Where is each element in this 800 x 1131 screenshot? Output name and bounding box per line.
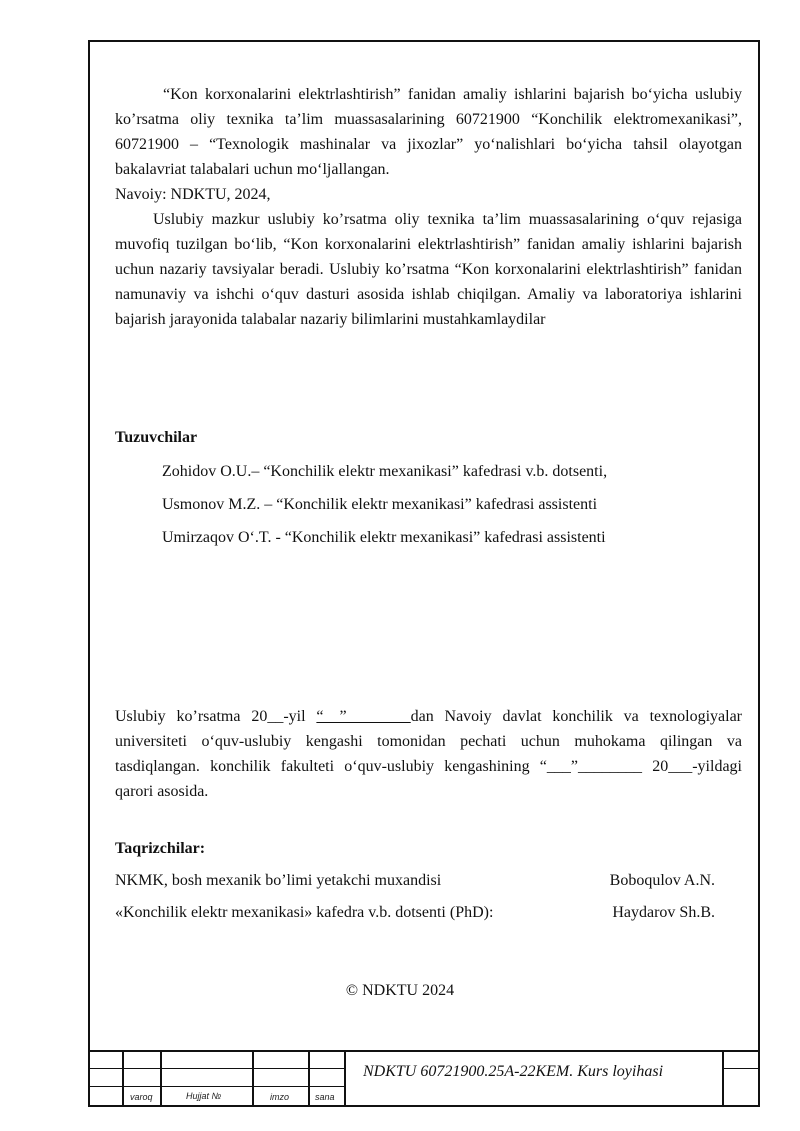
title-block xyxy=(88,1050,760,1107)
stamp-label-date: sana xyxy=(315,1092,335,1102)
authors-list xyxy=(162,458,607,557)
author-line: Umirzaqov O‘.T. - “Konchilik elektr mexanikasi” kafedrasi assistenti xyxy=(162,529,606,546)
reviewer-row xyxy=(115,868,715,894)
approval-part-1: Uslubiy ko’rsatma 20__-yil xyxy=(115,708,306,725)
reviewer-row xyxy=(115,900,715,926)
reviewers-heading: Taqrizchilar: xyxy=(115,840,206,857)
stamp-label-sheet: varoq xyxy=(130,1092,153,1102)
intro-paragraph-1-text: “Kon korxonalarini elektrlashtirish” fanidan amaliy ishlarini bajarish bo‘yicha uslubiy ko’rsatma oliy texnika ta’lim muassasalarining 60721900 “Konchilik elektromexanikasi”, 60721900 – “Texnologik mashinalar va jixozlar” yo‘nalishlari bo‘yicha tahsil olayotgan bakalavriat talabalari uchun mo‘ljallangan. xyxy=(115,86,742,178)
stamp-label-signature: imzo xyxy=(270,1092,290,1102)
intro-paragraph-1 xyxy=(115,82,742,207)
intro-paragraph-2: Uslubiy mazkur uslubiy ko’rsatma oliy texnika ta’lim muassasalarining o‘quv rejasiga muvofiq tuzilgan bo‘lib, “Kon korxonalarini elektrlashtirish” fanidan amaliy ishlarini bajarish uchun nazariy tavsiyalar beradi. Uslubiy ko’rsatma “Kon korxonalarini elektrlashtirish” fanidan namunaviy va ishchi o‘quv dasturi asosida ishlab chiqilgan. Amaliy va laboratoriya ishlarini bajarish jarayonida talabalar nazariy bilimlarini mustahkamlaydilar xyxy=(115,211,742,328)
approval-part-2: dan Navoiy davlat konchilik va texnologiyalar universiteti o‘quv-uslubiy kengashi tomonidan pechati uchun muhokama qilingan va tasdiqlangan. konchilik fakulteti o‘quv-uslubiy kengashining “___”________ 20___-yildagi qarori asosida. xyxy=(115,708,743,800)
author-line: Usmonov M.Z. – “Konchilik elektr mexanikasi” kafedrasi assistenti xyxy=(162,496,598,513)
stamp-label-document: Hujjat № xyxy=(186,1091,222,1101)
approval-paragraph xyxy=(115,704,742,804)
reviewer-name: Haydarov Sh.B. xyxy=(612,904,715,921)
intro-text xyxy=(115,82,742,332)
reviewer-position: NKMK, bosh mexanik bo’limi yetakchi muxandisi xyxy=(115,872,442,889)
copyright: © NDKTU 2024 xyxy=(345,982,455,999)
approval-date-blank: “__”________ xyxy=(316,708,411,725)
reviewer-name: Boboqulov A.N. xyxy=(609,872,715,889)
author-line: Zohidov O.U.– “Konchilik elektr mexanikasi” kafedrasi v.b. dotsenti, xyxy=(162,463,608,480)
stamp-title: NDKTU 60721900.25A-22KEM. Kurs loyihasi xyxy=(363,1063,664,1080)
reviewer-position: «Konchilik elektr mexanikasi» kafedra v.b. dotsenti (PhD): xyxy=(115,904,494,921)
approval-text xyxy=(115,704,742,804)
authors-heading: Tuzuvchilar xyxy=(115,429,198,446)
intro-publisher: Navoiy: NDKTU, 2024, xyxy=(115,186,271,203)
